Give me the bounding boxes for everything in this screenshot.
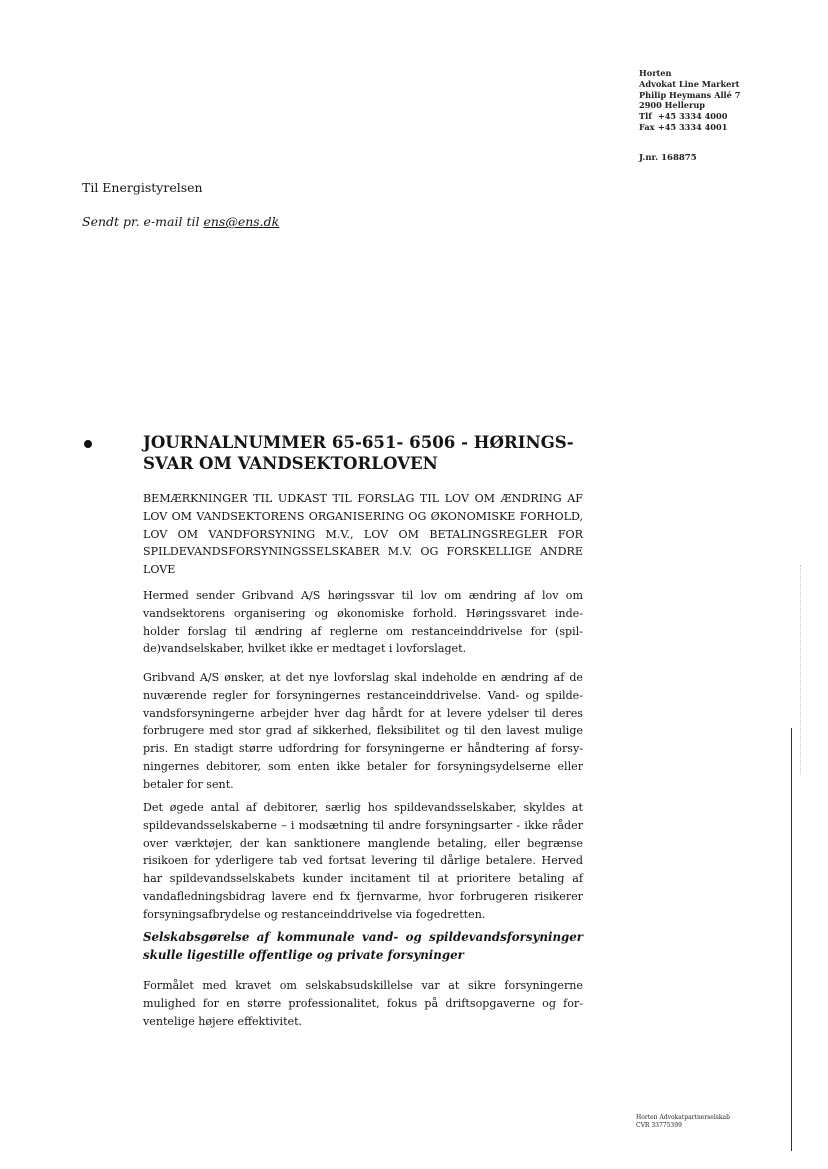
journal-number: J.nr. 168875 xyxy=(639,153,697,163)
sender-phone-label: Tlf xyxy=(639,111,652,122)
scan-margin-line xyxy=(791,728,792,1151)
document-heading: JOURNALNUMMER 65-651- 6506 - HØRINGSSVAR OM VANDSEKTORLOVEN xyxy=(143,432,574,473)
body-paragraph-2: Gribvand A/S ønsker, at det nye lovforslag skal indeholde en ændring af de nuværende regler for forsyningernes restanceinddrivelse. Vand- og spildevandsforsyningerne arbejder hver dag hårdt for at levere ydelser til deres forbrugere med stor grad af sikkerhed, fleksibilitet og til den lavest mulige pris. En stadigt større udfordring for forsyningerne er håndtering af forsyningernes debitorer, som enten ikke betaler for forsyningsydelserne eller betaler for sent. xyxy=(143,671,583,791)
recipient-email-link[interactable]: ens@ens.dk xyxy=(203,214,280,229)
sent-by-email-line xyxy=(82,214,279,229)
scan-margin-line-faint xyxy=(800,565,802,775)
recipient-line: Til Energistyrelsen xyxy=(82,180,203,195)
sender-city: 2900 Hellerup xyxy=(639,100,706,111)
sender-fax-row xyxy=(639,122,740,133)
footer-cvr: CVR 33775399 xyxy=(636,1122,682,1129)
sender-phone-row xyxy=(639,111,740,122)
sent-prefix: Sendt pr. e-mail til xyxy=(82,214,204,229)
sender-firm: Horten xyxy=(639,68,672,78)
sender-street: Philip Heymans Allé 7 xyxy=(639,89,741,100)
page-footer xyxy=(636,1114,730,1130)
bullet-icon xyxy=(84,440,92,448)
document-subheading: BEMÆRKNINGER TIL UDKAST TIL FORSLAG TIL LOV OM ÆNDRING AF LOV OM VANDSEKTORENS ORGANISERING OG ØKONOMISKE FORHOLD, LOV OM VANDFORSYNING M.V., LOV OM BETALINGSREGLER FOR SPILDEVANDSFORSYNINGSSELSKABER M.V. OG FORSKELLIGE ANDRE LOVE xyxy=(143,492,583,577)
body-paragraph-3: Det øgede antal af debitorer, særlig hos spildevandsselskaber, skyldes at spildevandsselskaberne – i modsætning til andre forsyningsarter - ikke råder over værktøjer, der kan sanktionere manglende betaling, eller begrænse risikoen for yderligere tab ved fortsat levering til dårlige betalere. Herved har spildevandsselskabets kunder incitament til at prioritere betaling af vandafledningsbidrag lavere end fx fjernvarme, hvor forbrugeren risikerer forsyningsafbrydelse og restanceinddrivelse via fogedretten. xyxy=(143,801,583,921)
footer-company: Horten Advokatpartnerselskab xyxy=(636,1114,730,1121)
sender-phone: +45 3334 4000 xyxy=(657,111,728,122)
sender-lawyer: Advokat Line Markert xyxy=(639,78,740,89)
sender-block xyxy=(639,68,740,133)
section-title: Selskabsgørelse af kommunale vand- og spildevandsforsyninger skulle ligestille offentlige og private forsyninger xyxy=(143,930,583,962)
section-paragraph: Formålet med kravet om selskabsudskillelse var at sikre forsyningerne mulighed for en større professionalitet, fokus på driftsopgaverne og forventelige højere effektivitet. xyxy=(143,979,583,1028)
sender-fax: +45 3334 4001 xyxy=(657,121,728,132)
sender-fax-label: Fax xyxy=(639,121,655,132)
body-paragraph-1: Hermed sender Gribvand A/S høringssvar til lov om ændring af lov om vandsektorens organisering og økonomiske forhold. Høringssvaret indeholder forslag til ændring af reglerne om restanceinddrivelse for (spilde)vandselskaber, hvilket ikke er medtaget i lovforslaget. xyxy=(143,589,583,656)
